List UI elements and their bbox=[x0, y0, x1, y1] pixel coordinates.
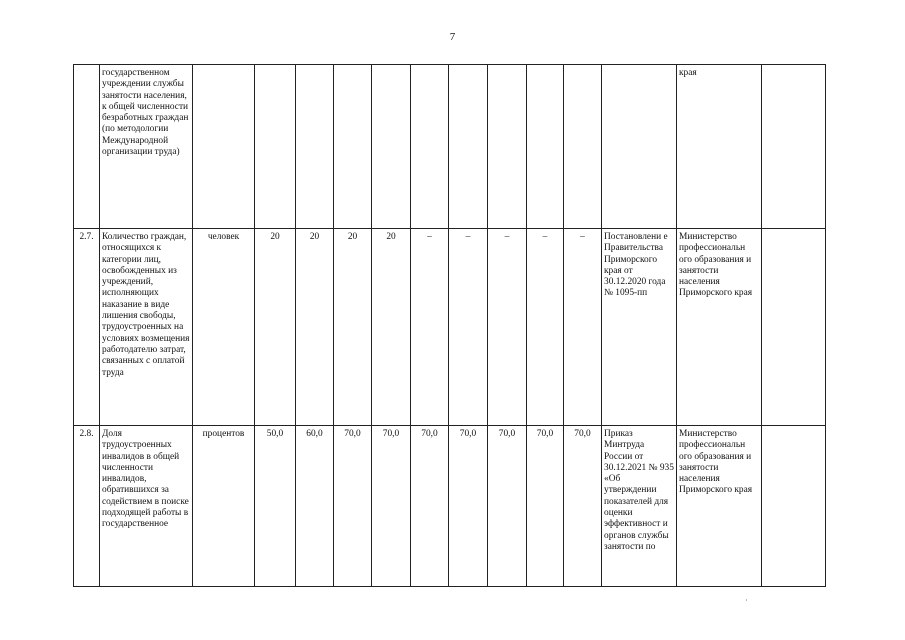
extra-cell bbox=[762, 65, 826, 229]
value-cell: 70,0 bbox=[411, 426, 449, 587]
responsible-cell: Министерство профессиональн ого образования и занятости населения Приморского края bbox=[677, 426, 762, 587]
unit-cell: человек bbox=[193, 229, 255, 426]
table-row bbox=[74, 65, 826, 229]
edge-mark: · bbox=[745, 596, 748, 605]
value-cell: – bbox=[488, 229, 527, 426]
row-number: 2.7. bbox=[74, 229, 100, 426]
value-cell: – bbox=[449, 229, 488, 426]
value-cell: 70,0 bbox=[334, 426, 372, 587]
value-cell: – bbox=[411, 229, 449, 426]
value-cell: 20 bbox=[372, 229, 411, 426]
value-cell: 70,0 bbox=[372, 426, 411, 587]
indicator-name: Доля трудоустроенных инвалидов в общей численности инвалидов, обратившихся за содействием в поиске подходящей работы в государственное bbox=[100, 426, 193, 587]
page-number: 7 bbox=[449, 31, 456, 43]
value-cell bbox=[255, 65, 296, 229]
extra-cell bbox=[762, 426, 826, 587]
value-cell: 20 bbox=[255, 229, 296, 426]
legal-basis-cell: Постановлени е Правительства Приморского края от 30.12.2020 года № 1095-пп bbox=[602, 229, 677, 426]
value-cell bbox=[372, 65, 411, 229]
value-cell bbox=[296, 65, 334, 229]
row-number: 2.8. bbox=[74, 426, 100, 587]
value-cell: 70,0 bbox=[564, 426, 602, 587]
value-cell: 50,0 bbox=[255, 426, 296, 587]
legal-basis-cell bbox=[602, 65, 677, 229]
value-cell: 60,0 bbox=[296, 426, 334, 587]
value-cell: 20 bbox=[334, 229, 372, 426]
value-cell bbox=[527, 65, 564, 229]
value-cell: 70,0 bbox=[488, 426, 527, 587]
responsible-cell: Министерство профессиональн ого образования и занятости населения Приморского края bbox=[677, 229, 762, 426]
table-row bbox=[74, 426, 826, 587]
value-cell: 70,0 bbox=[449, 426, 488, 587]
table-row bbox=[74, 229, 826, 426]
value-cell: 70,0 bbox=[527, 426, 564, 587]
indicator-name: государственном учреждении службы занятости населения, к общей численности безработных граждан (по методологии Международной организации труда) bbox=[100, 65, 193, 229]
unit-cell bbox=[193, 65, 255, 229]
value-cell bbox=[411, 65, 449, 229]
value-cell bbox=[334, 65, 372, 229]
indicator-name: Количество граждан, относящихся к категории лиц, освобожденных из учреждений, исполняющих наказание в виде лишения свободы, трудоустроенных на условиях возмещения работодателю затрат, связанных с оплатой труда bbox=[100, 229, 193, 426]
value-cell bbox=[449, 65, 488, 229]
row-number bbox=[74, 65, 100, 229]
value-cell bbox=[488, 65, 527, 229]
value-cell: 20 bbox=[296, 229, 334, 426]
legal-basis-cell: Приказ Минтруда России от 30.12.2021 № 935 «Об утверждении показателей для оценки эффективност и органов службы занятости по bbox=[602, 426, 677, 587]
unit-cell: процентов bbox=[193, 426, 255, 587]
indicators-table bbox=[73, 64, 826, 587]
value-cell: – bbox=[527, 229, 564, 426]
value-cell bbox=[564, 65, 602, 229]
value-cell: – bbox=[564, 229, 602, 426]
responsible-cell: края bbox=[677, 65, 762, 229]
extra-cell bbox=[762, 229, 826, 426]
